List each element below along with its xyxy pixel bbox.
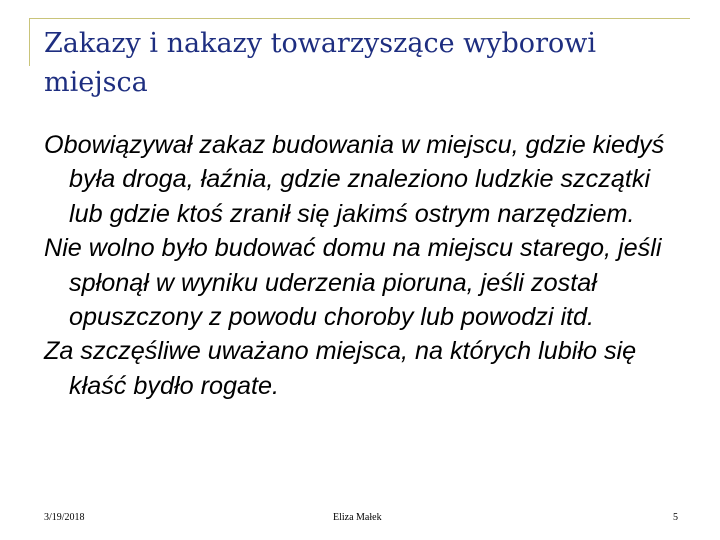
footer-page-number: 5 xyxy=(673,512,678,523)
slide-body xyxy=(44,128,684,403)
slide-title: Zakazy i nakazy towarzyszące wyborowi miejsca xyxy=(44,28,596,98)
footer-author: Eliza Małek xyxy=(333,512,382,523)
title-frame-top-line xyxy=(29,18,690,19)
body-paragraph-2: Nie wolno było budować domu na miejscu starego, jeśli spłonął w wyniku uderzenia pioruna, jeśli został opuszczony z powodu choroby lub powodzi itd. xyxy=(44,234,662,332)
footer-date: 3/19/2018 xyxy=(44,512,85,523)
body-paragraph-3: Za szczęśliwe uważano miejsca, na których lubiło się kłaść bydło rogate. xyxy=(44,337,637,400)
title-frame-left-line xyxy=(29,18,30,66)
body-paragraph-1: Obowiązywał zakaz budowania w miejscu, gdzie kiedyś była droga, łaźnia, gdzie znaleziono ludzkie szczątki lub gdzie ktoś zranił się jakimś ostrym narzędziem. xyxy=(44,131,665,228)
